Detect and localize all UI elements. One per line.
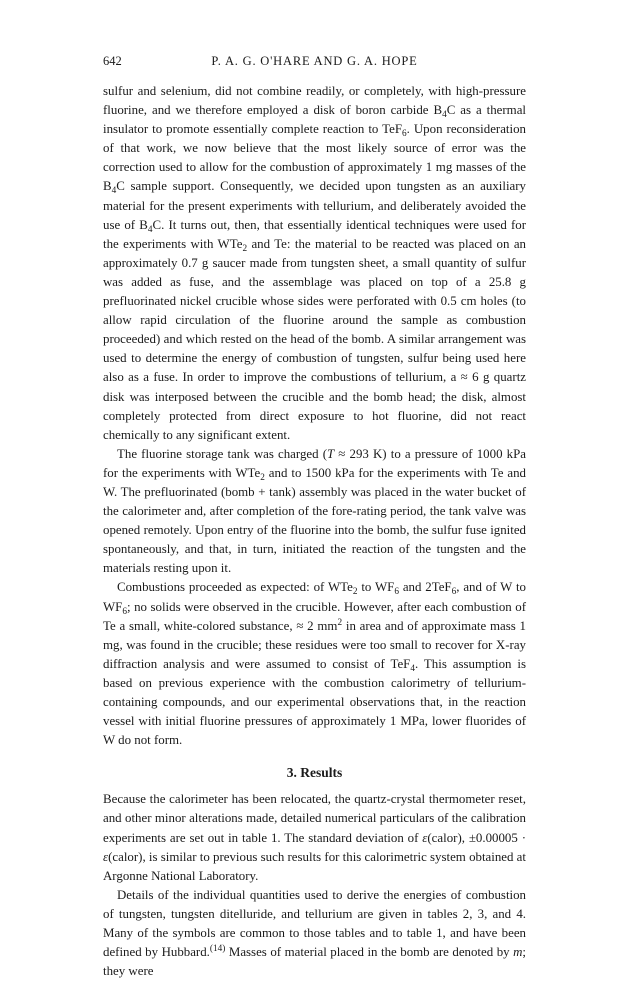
page-number: 642 [103,54,122,68]
paragraph: Combustions proceeded as expected: of WTe$_2$ to $WF_6$ and 2TeF$_6$, and of W to $WF_6$; no solids were observed in the crucible. However, after each combustion of Te a small, white-colored substance, ≈ 2 $mm^2$ in area and of approximate mass 1 mg, was found in the crucible; these residues were too small to recover for X-ray diffraction analysis and were assumed to consist of TeF$_4$. This assumption is based on previous experience with the combustion calorimetry of tellurium-containing compounds, and our experimental observations that, in the reaction vessel with initial fluorine pressures of approximately 1 MPa, lower fluorides of W do not form. [103,580,527,748]
paragraph: Details of the individual quantities used to derive the energies of combustion of tungsten, tungsten ditelluride, and tellurium are given in tables 2, 3, and 4. Many of the symbols are common to those tables and to table 1, and have been defined by Hubbard.$^{(14)}$ Masses of material placed in the bomb are denoted by m; they were [103,887,526,979]
page-header [103,54,526,72]
body-text [103,82,526,981]
running-head: P. A. G. O'HARE AND G. A. HOPE [211,54,418,68]
paragraph: Because the calorimeter has been relocated, the quartz-crystal thermometer reset, and other minor alterations made, detailed numerical particulars of the calibration experiments are set out in table 1. The standard deviation of ε(calor), ±0.00005 · ε(calor), is similar to previous such results for this calorimetric system obtained at Argonne National Laboratory. [103,792,527,883]
section-title: 3. Results [286,765,343,781]
paragraph: The fluorine storage tank was charged (T ≈ 293 K) to a pressure of 1000 kPa for the experiments with WTe$_2$ and to 1500 kPa for the experiments with Te and W. The prefluorinated (bomb + tank) assembly was placed in the water bucket of the calorimeter and, after completion of the fore-rating period, the tank valve was opened remotely. Upon entry of the fluorine into the bomb, the sulfur fuse ignited spontaneously, and that, in turn, initiated the reaction of the tungsten and the materials resting upon it. [103,446,526,576]
paragraph: sulfur and selenium, did not combine readily, or completely, with high-pressure fluorine, and we therefore employed a disk of boron carbide $B_4C$ as a thermal insulator to promote essentially complete reaction to TeF$_6$. Upon reconsideration of that work, we now believe that the most likely source of error was the correction used to allow for the combustion of approximately 1 mg masses of the $B_4C$ sample support. Consequently, we decided upon tungsten as an auxiliary material for the present experiments with tellurium, and deliberately avoided the use of $B_4C$. It turns out, then, that essentially identical techniques were used for the experiments with WTe$_2$ and Te: the material to be reacted was placed on an approximately 0.7 g saucer made from tungsten sheet, a small quantity of sulfur was added as fuse, and the assemblage was placed on top of a 25.8 g prefluorinated nickel crucible whose sides were perforated with 0.5 cm holes (to allow rapid circulation of the fluorine around the sample as combustion proceeded) and which rested on the head of the bomb. A similar arrangement was used to determine the energy of combustion of tungsten, sulfur being used here also as a fuse. In order to improve the combustions of tellurium, a ≈ 6 g quartz disk was interposed between the crucible and the bomb head; the disk, almost completely protected from direct exposure to hot fluorine, did not react chemically to any significant extent. [103,84,526,442]
